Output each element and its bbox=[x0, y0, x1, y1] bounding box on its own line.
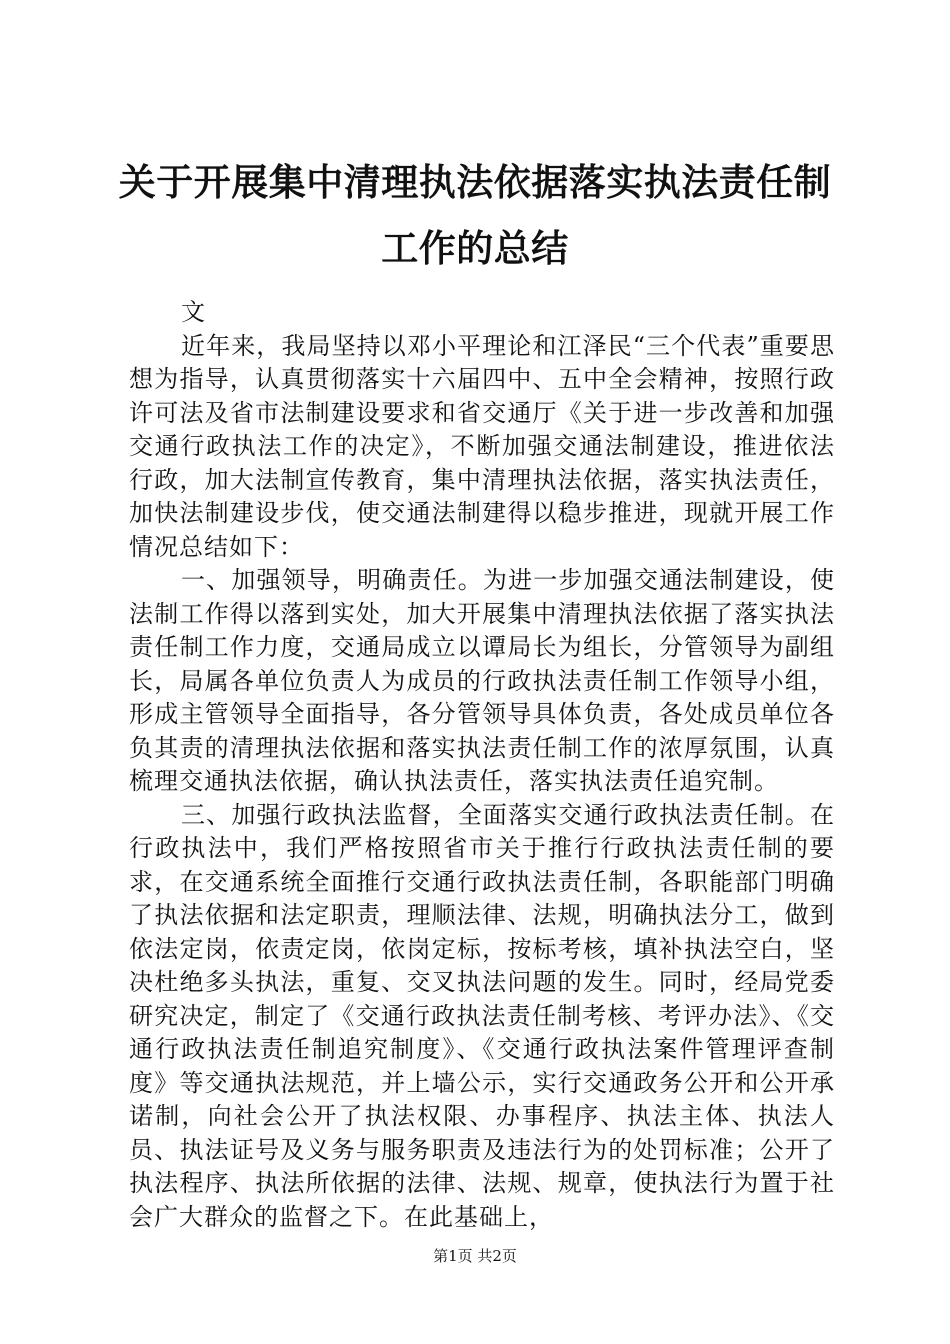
document-body bbox=[129, 296, 835, 1234]
paragraph-section-three: 三、加强行政执法监督，全面落实交通行政执法责任制。在行政执法中，我们严格按照省市关于推行行政执法责任制的要求，在交通系统全面推行交通行政执法责任制，各职能部门明确了执法依据和法定职责，理顺法律、法规，明确执法分工，做到依法定岗，依责定岗，依岗定标，按标考核，填补执法空白，坚决杜绝多头执法，重复、交叉执法问题的发生。同时，经局党委研究决定，制定了《交通行政执法责任制考核、考评办法》、《交通行政执法责任制追究制度》、《交通行政执法案件管理评查制度》等交通执法规范，并上墙公示，实行交通政务公开和公开承诺制，向社会公开了执法权限、办事程序、执法主体、执法人员、执法证号及义务与服务职责及违法行为的处罚标准；公开了执法程序、执法所依据的法律、法规、规章，使执法行为置于社会广大群众的监督之下。在此基础上， bbox=[129, 800, 835, 1231]
paragraph-intro: 近年来，我局坚持以邓小平理论和江泽民“三个代表”重要思想为指导，认真贯彻落实十六届四中、五中全会精神，按照行政许可法及省市法制建设要求和省交通厅《关于进一步改善和加强交通行政执法工作的决定》，不断加强交通法制建设，推进依法行政，加大法制宣传教育，集中清理执法依据，落实执法责任，加快法制建设步伐，使交通法制建得以稳步推进，现就开展工作情况总结如下： bbox=[129, 331, 835, 561]
author-line: 文 bbox=[181, 298, 206, 326]
page-footer: 第1页 共2页 bbox=[433, 1247, 517, 1265]
paragraph-section-one: 一、加强领导，明确责任。为进一步加强交通法制建设，使法制工作得以落到实处，加大开展集中清理执法依据了落实执法责任制工作力度，交通局成立以谭局长为组长，分管领导为副组长，局属各单位负责人为成员的行政执法责任制工作领导小组，形成主管领导全面指导，各分管领导具体负责，各处成员单位各负其责的清理执法依据和落实执法责任制工作的浓厚氛围，认真梳理交通执法依据，确认执法责任，落实执法责任追究制。 bbox=[129, 566, 835, 795]
document-title: 关于开展集中清理执法依据落实执法责任制工作的总结 bbox=[118, 161, 832, 270]
